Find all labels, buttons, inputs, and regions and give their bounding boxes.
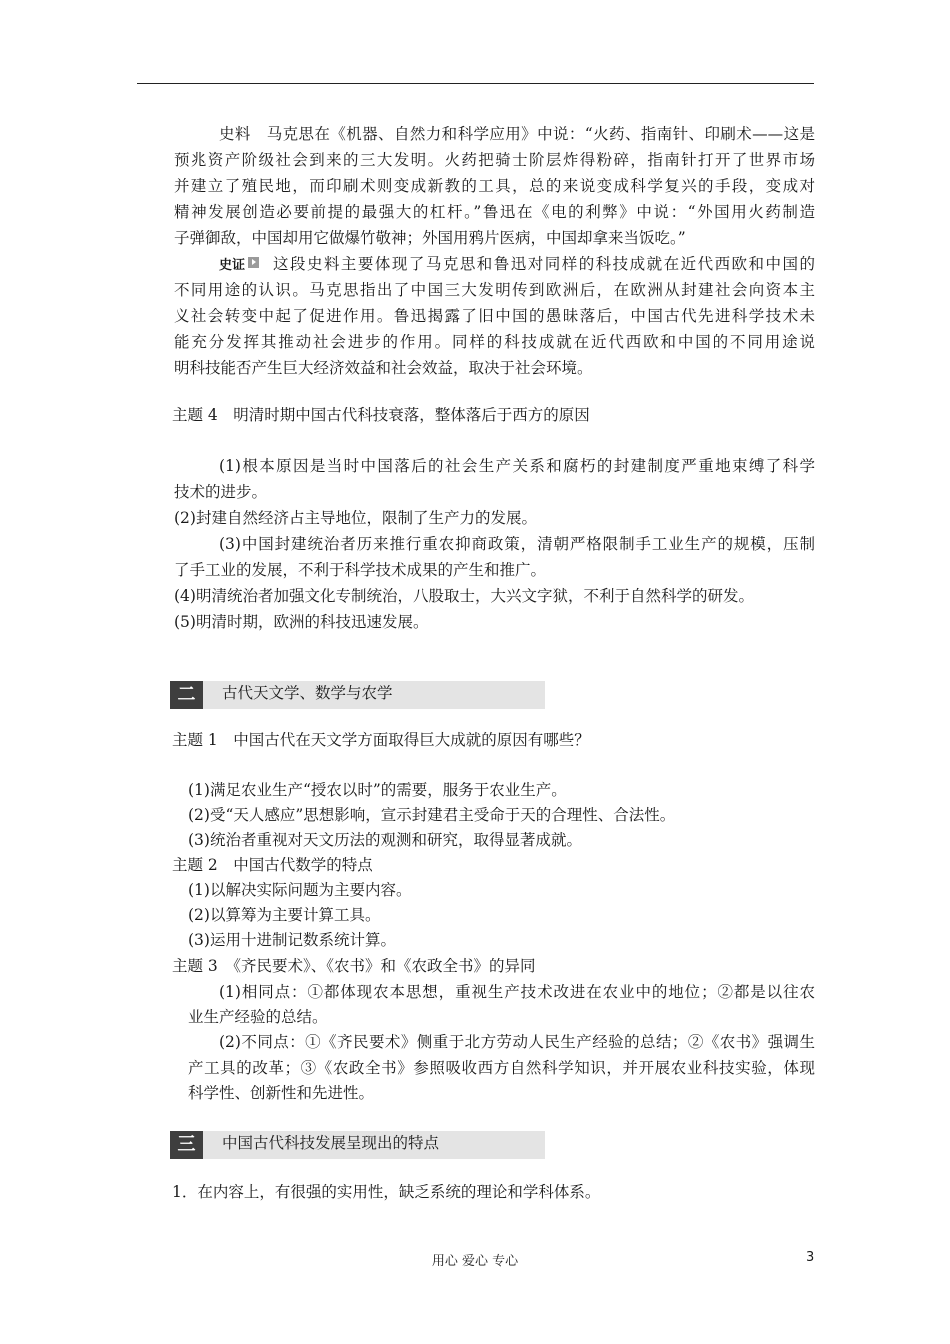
evidence-line: 不同用途的认识。马克思指出了中国三大发明传到欧洲后，在欧洲从封建社会向资本主 bbox=[174, 281, 815, 299]
topic2-item: (2)以算筹为主要计算工具。 bbox=[188, 906, 381, 924]
section-title: 中国古代科技发展呈现出的特点 bbox=[222, 1134, 440, 1152]
topic1-item: (3)统治者重视对天文历法的观测和研究，取得显著成就。 bbox=[188, 831, 582, 849]
source-line: 精神发展创造必要前提的最强大的杠杆。”鲁迅在《电的利弊》中说：“外国用火药制造 bbox=[174, 203, 815, 221]
topic1-heading: 主题 1 中国古代在天文学方面取得巨大成就的原因有哪些？ bbox=[172, 731, 590, 749]
section-title: 古代天文学、数学与农学 bbox=[222, 684, 393, 702]
topic1-item: (1)满足农业生产“授农以时”的需要，服务于农业生产。 bbox=[188, 781, 567, 799]
topic3-item: 产工具的改革；③《农政全书》参照吸收西方自然科学知识，并开展农业科技实验，体现 bbox=[188, 1059, 815, 1077]
source-line: 子弹御敌，中国却用它做爆竹敬神；外国用鸦片医病，中国却拿来当饭吃。” bbox=[174, 229, 686, 247]
topic3-item: (1)相同点：①都体现农本思想，重视生产技术改进在农业中的地位；②都是以往农 bbox=[219, 983, 815, 1001]
section-number: 二 bbox=[170, 681, 203, 709]
evidence-line: 这段史料主要体现了马克思和鲁迅对同样的科技成就在近代西欧和中国的 bbox=[273, 255, 815, 273]
topic4-item: 技术的进步。 bbox=[174, 483, 268, 501]
topic3-item: 业生产经验的总结。 bbox=[188, 1008, 328, 1026]
section-header-2 bbox=[170, 681, 545, 709]
evidence-line: 明科技能否产生巨大经济效益和社会效益，取决于社会环境。 bbox=[174, 359, 593, 377]
topic4-item: (5)明清时期，欧洲的科技迅速发展。 bbox=[174, 613, 429, 631]
section-header-3 bbox=[170, 1131, 545, 1159]
source-line: 史料 马克思在《机器、自然力和科学应用》中说：“火药、指南针、印刷术——这是 bbox=[219, 125, 815, 143]
topic4-item: (1)根本原因是当时中国落后的社会生产关系和腐朽的封建制度严重地束缚了科学 bbox=[219, 457, 815, 475]
footer-motto: 用心 爱心 专心 bbox=[431, 1254, 519, 1269]
topic3-item: 科学性、创新性和先进性。 bbox=[188, 1084, 375, 1102]
topic4-item: (2)封建自然经济占主导地位，限制了生产力的发展。 bbox=[174, 509, 537, 527]
play-arrow-icon bbox=[248, 257, 259, 268]
topic3-item: (2)不同点：①《齐民要术》侧重于北方劳动人民生产经验的总结；②《农书》强调生 bbox=[219, 1033, 815, 1051]
section-number: 三 bbox=[170, 1131, 203, 1159]
topic2-item: (1)以解决实际问题为主要内容。 bbox=[188, 881, 412, 899]
topic4-heading: 主题 4 明清时期中国古代科技衰落，整体落后于西方的原因 bbox=[172, 406, 590, 424]
topic3-heading: 主题 3 《齐民要术》、《农书》和《农政全书》的异同 bbox=[172, 957, 536, 975]
evidence-badge bbox=[219, 254, 259, 276]
topic2-item: (3)运用十进制记数系统计算。 bbox=[188, 931, 396, 949]
topic1-item: (2)受“天人感应”思想影响，宣示封建君主受命于天的合理性、合法性。 bbox=[188, 806, 676, 824]
source-line: 预兆资产阶级社会到来的三大发明。火药把骑士阶层炸得粉碎，指南针打开了世界市场 bbox=[174, 151, 815, 169]
section3-point: 1．在内容上，有很强的实用性，缺乏系统的理论和学科体系。 bbox=[172, 1183, 601, 1201]
source-line: 并建立了殖民地，而印刷术则变成新教的工具，总的来说变成科学复兴的手段，变成对 bbox=[174, 177, 815, 195]
evidence-line: 能充分发挥其推动社会进步的作用。同样的科技成就在近代西欧和中国的不同用途说 bbox=[174, 333, 815, 351]
evidence-line: 义社会转变中起了促进作用。鲁迅揭露了旧中国的愚昧落后，中国古代先进科学技术未 bbox=[174, 307, 815, 325]
header-rule bbox=[137, 83, 814, 84]
topic2-heading: 主题 2 中国古代数学的特点 bbox=[172, 856, 373, 874]
page-number: 3 bbox=[806, 1250, 815, 1265]
topic4-item: (4)明清统治者加强文化专制统治，八股取士，大兴文字狱，不利于自然科学的研发。 bbox=[174, 587, 754, 605]
topic4-item: 了手工业的发展，不利于科学技术成果的产生和推广。 bbox=[174, 561, 547, 579]
topic4-item: (3)中国封建统治者历来推行重农抑商政策，清朝严格限制手工业生产的规模，压制 bbox=[219, 535, 815, 553]
evidence-badge-label: 史证 bbox=[219, 258, 246, 273]
